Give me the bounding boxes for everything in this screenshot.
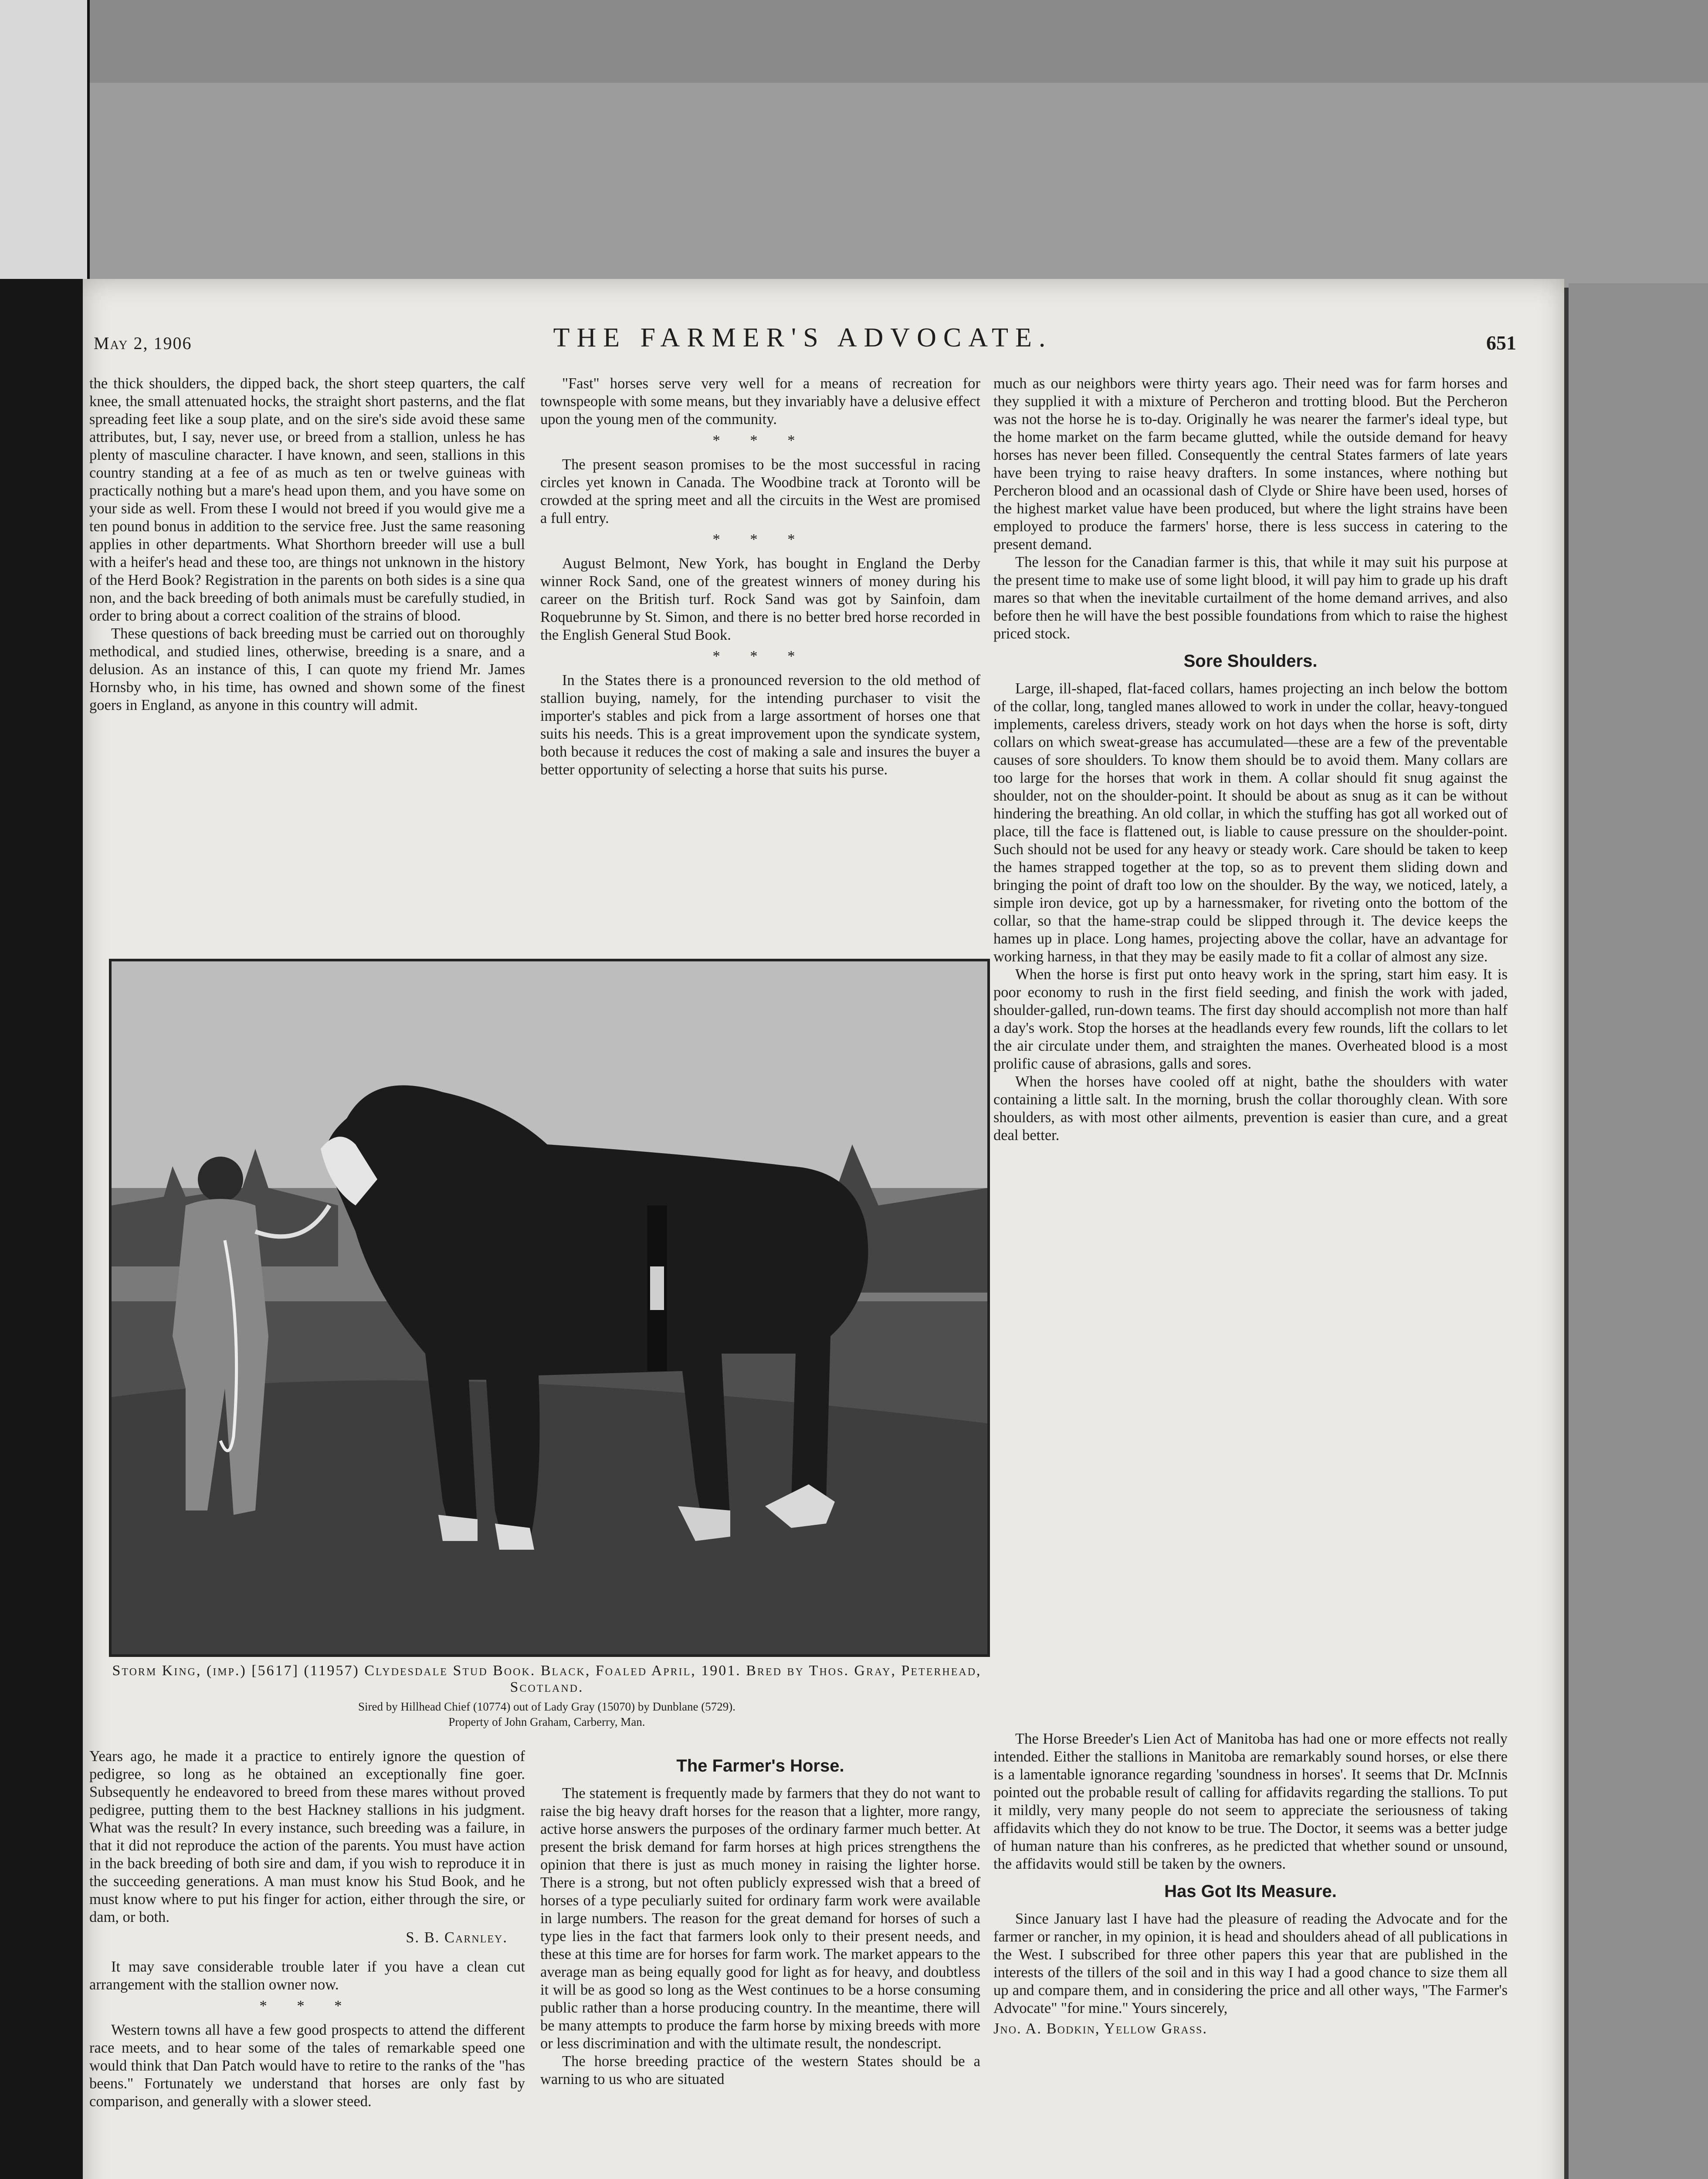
- paragraph: When the horse is first put onto heavy work in the spring, start him easy. It is poor economy to rush in the first field seeding, and finish the work with jaded, shoulder-galled, run-down teams. The first day should accomplish not more than half a day's work. Stop the horses at the headlands every few rounds, lift the collars to let the air circulate under them, and straighten the manes. Overheated blood is a most prolific cause of abrasions, galls and sores.: [993, 966, 1508, 1072]
- paragraph: August Belmont, New York, has bought in England the Derby winner Rock Sand, one of the greatest winners of money during his career on the British turf. Rock Sand was got by Sainfoin, dam Roquebrunne by St. Simon, and there is no better bred horse recorded in the English General Stud Book.: [540, 555, 980, 643]
- horse-photograph: [109, 959, 990, 1657]
- paragraph: the thick shoulders, the dipped back, the short steep quarters, the calf knee, the small attenuated hocks, the straight short pasterns, and the flat spreading feet like a soup plate, and on the sire's side avoid these same attributes, but, I say, never use, or breed from a stallion, unless he has plenty of masculine character. I have known, and seen, stallions in this country standing at a fee of as much as ten or twelve guineas with practically nothing but a mare's head upon them, and you have some on your side as well. From these I would not breed if you would give me a ten pound bonus in addition to the service free. Just the same reasoning applies in other departments. What Shorthorn breeder will use a bull with a heifer's head and these too, are things not unknown in the history of the Herd Book? Registration in the parents on both sides is a sine qua non, and the back breeding of both animals must be carefully studied, in order to bring about a correct coalition of the strains of blood.: [89, 375, 525, 624]
- paragraph: These questions of back breeding must be carried out on thoroughly methodical, and studied lines, otherwise, breeding is a snare, and a delusion. As an instance of this, I can quote my friend Mr. James Hornsby who, in his time, has owned and shown some of the finest goers in England, as anyone in this country will admit.: [89, 625, 525, 713]
- page-number: 651: [1486, 332, 1516, 354]
- paragraph: much as our neighbors were thirty years ago. Their need was for farm horses and they supplied it with a mixture of Percheron and trotting blood. But the Percheron was not the horse he is to-day. Originally he was nearer the farmer's ideal type, but the home market on the farm became glutted, while the outside demand for heavy horses has never been filled. Consequently the central States farmers of late years have been trying to raise heavy drafters. In some instances, where nothing but Percheron blood and an ocassional dash of Clyde or Shire have been used, horses of the highest market value have been produced, but where the light strains have been employed to produce the farmers' horse, there is less success in catering to the present demand.: [993, 375, 1508, 553]
- book-spine-shadow: [0, 279, 83, 2179]
- paragraph: "Fast" horses serve very well for a means of recreation for townspeople with some means, but they invariably have a delusive effect upon the young men of the community.: [540, 375, 980, 428]
- section-separator: * * *: [712, 648, 808, 665]
- previous-page-edge: [0, 0, 90, 279]
- masthead-title: THE FARMER'S ADVOCATE.: [553, 323, 1053, 353]
- scanner-bed-upper: [87, 83, 1708, 288]
- paragraph: The present season promises to be the most successful in racing circles yet known in Canada. The Woodbine track at Toronto will be crowded at the spring meet and all the circuits in the West are promised a full entry.: [540, 456, 980, 526]
- caption-pedigree: Sired by Hillhead Chief (10774) out of Lady Gray (15070) by Dunblane (5729).: [358, 1700, 736, 1713]
- paragraph: The Horse Breeder's Lien Act of Manitoba has had one or more effects not really intended. Either the stallions in Manitoba are remarkably sound horses, or else there is a lamentable ignorance regarding 'soundness in horses'. It seems that Dr. McInnis pointed out the probable result of calling for affidavits regarding the stallions. To put it mildly, very many people do not seem to appreciate the seriousness of taking affidavits which they do not know to be true. The Doctor, it seems was a better judge of human nature than his confreres, as he predicted that whether sound or unsound, the affidavits would still be taken by the owners.: [993, 1731, 1508, 1872]
- issue-date: May 2, 1906: [94, 333, 192, 353]
- caption-title: Storm King, (imp.) [5617] (11957) Clydesdale Stud Book. Black, Foaled April, 1901. Bred by Thos. Gray, Peterhead, Scotland.: [112, 1663, 982, 1695]
- article-heading-has-got-its-measure: Has Got Its Measure.: [1164, 1882, 1337, 1901]
- photo-caption: [109, 1663, 985, 1729]
- scan-background: [0, 0, 1708, 87]
- horse-photo-image: [112, 961, 987, 1654]
- section-separator: * * *: [712, 432, 808, 449]
- paragraph: The lesson for the Canadian farmer is this, that while it may suit his purpose at the present time to make use of some light blood, it will pay him to grade up his draft mares so that when the inevitable curtailment of the home demand arrives, and also before then he will have the best possible foundations from which to raise the highest priced stock.: [993, 554, 1508, 642]
- paragraph: Years ago, he made it a practice to entirely ignore the question of pedigree, so long as he obtained an exceptionally fine goer. Subsequently he endeavored to breed from these mares without proved pedigree, putting them to the best Hackney stallions in his judgment. What was the result? In every instance, such breeding was a failure, in that it did not reproduce the action of the parents. You must have action in the back breeding of both sire and dam, if you wish to reproduce it in the succeeding generations. A man must know his Stud Book, and he must know where to put his finger for action, either through the sire, or dam, or both.: [89, 1748, 525, 1925]
- scanner-bed-right: [1569, 283, 1708, 2179]
- author-signature: S. B. Carnley.: [406, 1929, 508, 1946]
- paragraph: Large, ill-shaped, flat-faced collars, hames projecting an inch below the bottom of the collar, long, tangled manes allowed to work in under the collar, heavy-tongued implements, careless drivers, steady work on hot days when the horse is soft, dirty collars on which sweat-grease has accumulated—these are a few of the preventable causes of sore shoulders. To know them should be to avoid them. Many collars are too large for the horses that work in them. A collar should fit snug against the shoulder, not on the shoulder-point. It should be about as snug as it can be without hindering the breathing. An old collar, in which the stuffing has got all worked out of place, till the face is flattened out, is liable to cause pressure on the shoulder-point. Such should not be used for any heavy or steady work. Care should be taken to keep the hames strapped together at the top, so as to prevent them sliding down and bringing the point of draft too low on the shoulder. By the way, we noticed, lately, a simple iron device, got up by a harnessmaker, for riveting onto the bottom of the collar, so that the hame-strap could be slipped through it. The device keeps the hames up in place. Long hames, projecting above the collar, have an advantage for working harness, in that they may be easily made to fit a collar of almost any size.: [993, 680, 1508, 965]
- paragraph: The statement is frequently made by farmers that they do not want to raise the big heavy draft horses for the reason that a lighter, more rangy, active horse answers the purposes of the ordinary farmer much better. At present the brisk demand for farm horses at high prices strengthens the opinion that there is just as much money in raising the lighter horse. There is a strong, but not often publicly expressed wish that a breed of horses of a type peculiarly suited for ordinary farm work were available in large numbers. The reason for the great demand for horses of such a type lies in the fact that farmers look only to their present needs, and these at this time are for horses for farm work. The market appears to the average man as being equally good for light as for heavy, and doubtless it will be as good so long as the West continues to be a horse consuming public rather than a horse producing country. In the meantime, there will be many attempts to produce the farm horse by mixing breeds with more or less discrimination and with the ultimate result, the nondescript.: [540, 1785, 980, 2052]
- caption-owner: Property of John Graham, Carberry, Man.: [448, 1715, 645, 1728]
- section-separator: * * *: [259, 1998, 355, 2014]
- page-header: [94, 322, 1516, 362]
- paragraph: Western towns all have a few good prospects to attend the different race meets, and to hear some of the tales of remarkable speed one would think that Dan Patch would have to retire to the ranks of the "has beens." Fortunately we understand that horses are only fast by comparison, and generally with a slower steed.: [89, 2022, 525, 2110]
- newspaper-page: [83, 279, 1564, 2179]
- paragraph: Since January last I have had the pleasure of reading the Advocate and for the farmer or rancher, in my opinion, it is head and shoulders ahead of all publications in the West. I subscribed for three other papers this year that are published in the interests of the tillers of the soil and in this way I had a good chance to size them all up and compare them, and in considering the price and all other ways, "The Farmer's Advocate" "for mine." Yours sincerely,: [993, 1911, 1508, 2016]
- column-top-left: [89, 375, 525, 714]
- section-separator: * * *: [712, 531, 808, 548]
- paragraph: It may save considerable trouble later if you have a clean cut arrangement with the stallion owner now.: [89, 1958, 525, 1993]
- column-top-middle: [540, 375, 980, 779]
- article-heading-farmers-horse: The Farmer's Horse.: [676, 1756, 844, 1775]
- paragraph: In the States there is a pronounced reversion to the old method of stallion buying, namely, for the intending purchaser to visit the importer's stables and pick from a large assortment of horses one that suits his needs. This is a great improvement upon the syndicate system, both because it reduces the cost of making a sale and insures the buyer a better opportunity of selecting a horse that suits his purse.: [540, 672, 980, 778]
- paragraph: When the horses have cooled off at night, bathe the shoulders with water containing a little salt. In the morning, brush the collar thoroughly clean. With sore shoulders, as with most other ailments, prevention is easier than cure, and a great deal better.: [993, 1073, 1508, 1144]
- article-heading-sore-shoulders: Sore Shoulders.: [1183, 652, 1318, 671]
- letter-signature: Jno. A. Bodkin, Yellow Grass.: [993, 2020, 1207, 2037]
- paragraph: The horse breeding practice of the western States should be a warning to us who are situated: [540, 2053, 980, 2087]
- column-bottom-middle: [540, 1748, 980, 2088]
- column-bottom-right: [993, 1730, 1508, 2040]
- column-bottom-left: [89, 1748, 525, 2111]
- column-right-upper: [993, 375, 1508, 1144]
